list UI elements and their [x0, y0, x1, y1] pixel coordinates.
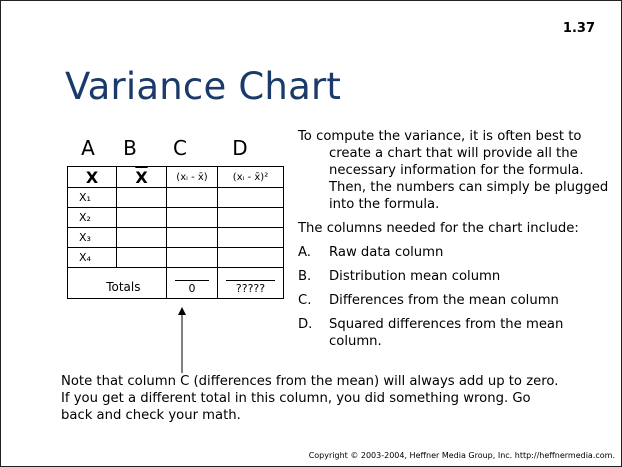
list-item	[298, 292, 613, 309]
description	[298, 128, 613, 357]
header-squared-difference: (xᵢ - x̄)²	[218, 167, 284, 188]
columns-lead: The columns needed for the chart include:	[298, 221, 579, 236]
list-item	[298, 244, 613, 261]
total-c-cell	[167, 268, 218, 299]
copyright-footer: Copyright © 2003-2004, Heffner Media Group, Inc. http://heffnermedia.com.	[308, 451, 615, 460]
header-difference: (xᵢ - x̄)	[167, 167, 218, 188]
list-text: Squared differences from the mean column.	[329, 317, 564, 349]
total-c-value: 0	[175, 280, 209, 295]
row-label: X₃	[68, 228, 117, 248]
table-cell	[167, 248, 218, 268]
totals-row	[68, 268, 284, 299]
table-cell	[117, 248, 167, 268]
header-x: X	[68, 167, 117, 188]
column-letter-c: C	[173, 136, 187, 160]
table-cell	[167, 228, 218, 248]
table-cell	[117, 228, 167, 248]
note-paragraph: Note that column C (differences from the mean) will always add up to zero. If you get a different total in this column, you did something wrong. Go back and check your math.	[61, 374, 559, 423]
table-cell	[218, 228, 284, 248]
list-text: Distribution mean column	[329, 269, 501, 284]
slide-title: Variance Chart	[65, 65, 342, 108]
list-text: Raw data column	[329, 245, 444, 260]
table-header-row	[68, 167, 284, 188]
table-cell	[167, 208, 218, 228]
header-x-bar: $\overline{X}$	[117, 167, 167, 188]
variance-table	[67, 166, 284, 299]
row-label: X₄	[68, 248, 117, 268]
slide-number: 1.37	[562, 21, 595, 36]
list-marker: A.	[298, 245, 311, 260]
list-marker: C.	[298, 293, 312, 308]
totals-label-cell	[68, 268, 141, 299]
column-letter-d: D	[232, 136, 248, 160]
totals-label: Totals	[106, 280, 141, 294]
list-marker: B.	[298, 269, 312, 284]
list-item	[298, 316, 613, 350]
arrow-up-icon	[177, 307, 187, 373]
table-row	[68, 208, 284, 228]
table-row	[68, 248, 284, 268]
intro-paragraph: To compute the variance, it is often best to create a chart that will provide all the necessary information for the formula. Then, the numbers can simply be plugged into the formula.	[298, 129, 609, 212]
total-d-value: ?????	[226, 280, 275, 295]
column-letter-b: B	[123, 136, 137, 160]
row-label: X₂	[68, 208, 117, 228]
table-cell	[117, 208, 167, 228]
row-label: X₁	[68, 188, 117, 208]
table-cell	[117, 188, 167, 208]
table-cell	[218, 248, 284, 268]
table-cell	[167, 188, 218, 208]
table-cell	[218, 188, 284, 208]
list-item	[298, 268, 613, 285]
list-text: Differences from the mean column	[329, 293, 559, 308]
total-d-cell	[218, 268, 284, 299]
column-letter-a: A	[81, 136, 95, 160]
list-marker: D.	[298, 317, 313, 332]
table-row	[68, 188, 284, 208]
table-cell	[218, 208, 284, 228]
table-row	[68, 228, 284, 248]
